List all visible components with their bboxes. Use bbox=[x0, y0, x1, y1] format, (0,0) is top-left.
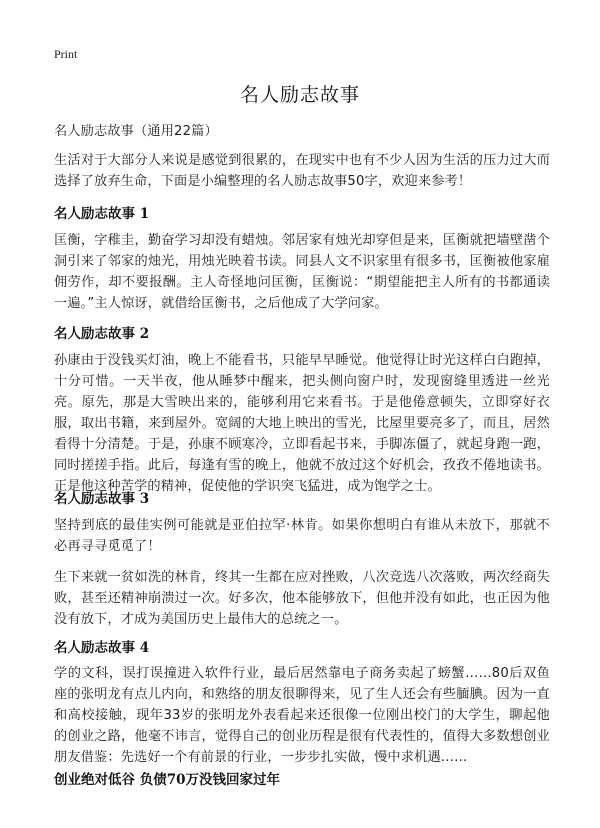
document-title: 名人励志故事 bbox=[239, 84, 360, 106]
section-3-paragraph-1: 坚持到底的最佳实例可能就是亚伯拉罕·林肯。如果你想明白有谁从未放下，那就不必再寻寻觅觅了！ bbox=[54, 518, 550, 554]
section-heading-3: 名人励志故事 3 bbox=[54, 491, 150, 507]
section-2-paragraph: 孙康由于没钱买灯油，晚上不能看书，只能早早睡觉。他觉得让时光这样白白跑掉，十分可惜。一天半夜，他从睡梦中醒来，把头侧向窗户时，发现窗缝里透进一丝光亮。原先，那是大雪映出来的，能够利用它来看书。于是他倦意顿失，立即穿好衣服，取出书籍，来到屋外。宽阔的大地上映出的雪光，比屋里要亮多了，而且，居然看得十分清楚。于是，孙康不顾寒冷，立即看起书来，手脚冻僵了，就起身跑一跑，同时搓搓手指。此后，每逢有雪的晚上，他就不放过这个好机会，孜孜不倦地读书。正是他这种苦学的精神，促使他的学识突飞猛进，成为饱学之士。 bbox=[54, 353, 550, 494]
section-4-paragraph: 学的文科，误打误撞进入软件行业，最后居然靠电子商务卖起了螃蟹……80后双鱼座的张明龙有点儿内向，和熟络的朋友很聊得来，见了生人还会有些腼腆。因为一直和高校接触，现年33岁的张明龙外表看起来还很像一位刚出校门的大学生，聊起他的创业之路，他毫不讳言，觉得自己的创业历程是很有代表性的，值得大多数想创业朋友借鉴：先选好一个有前景的行业，一步步扎实做，慢中求机遇…… bbox=[54, 666, 550, 765]
section-heading-2: 名人励志故事 2 bbox=[54, 326, 150, 342]
section-heading-1: 名人励志故事 1 bbox=[54, 206, 150, 222]
document-subtitle: 名人励志故事（通用22篇） bbox=[54, 124, 218, 139]
intro-paragraph: 生活对于大部分人来说是感觉到很累的，在现实中也有不少人因为生活的压力过大而选择了放弃生命，下面是小编整理的名人励志故事50字，欢迎来参考！ bbox=[54, 153, 550, 189]
subheading: 创业绝对低谷 负债70万没钱回家过年 bbox=[54, 772, 280, 788]
section-heading-4: 名人励志故事 4 bbox=[54, 640, 150, 656]
section-1-paragraph: 匡衡，字稚圭，勤奋学习却没有蜡烛。邻居家有烛光却穿但是来，匡衡就把墙壁凿个洞引来了邻家的烛光，用烛光映着书读。同县人文不识家里有很多书，匡衡被他家雇佣劳作，却不要报酬。主人奇怪地问匡衡，匡衡说：“期望能把主人所有的书都通读一遍。”主人惊讶，就借给匡衡书，之后他成了大学问家。 bbox=[54, 233, 550, 311]
print-label[interactable]: Print bbox=[54, 47, 78, 61]
section-3-paragraph-2: 生下来就一贫如洗的林肯，终其一生都在应对挫败，八次竞选八次落败，两次经商失败，甚至还精神崩溃过一次。好多次，他本能够放下，但他并没有如此，也正因为他没有放下，才成为美国历史上最伟大的总统之一。 bbox=[54, 570, 550, 627]
